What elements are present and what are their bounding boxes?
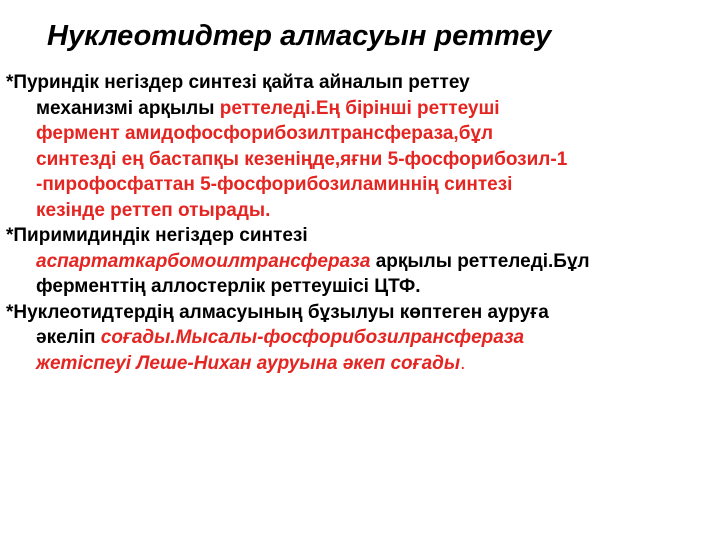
text-line (6, 172, 718, 198)
text-segment: реттеледі.Ең бірінші реттеуші (219, 97, 500, 119)
text-line (6, 351, 718, 377)
text-line (6, 96, 718, 122)
text-line (6, 147, 718, 173)
text-segment: . (460, 352, 466, 374)
text-segment: ферменттің аллостерлік реттеушісі ЦТФ. (36, 276, 421, 297)
text-segment: *Пиримидиндік негіздер синтезі (6, 225, 308, 246)
bullet-paragraph (6, 70, 718, 223)
text-line (6, 70, 718, 96)
text-line (6, 198, 718, 224)
text-line (6, 223, 718, 249)
text-segment: жетіспеуі Леше-Нихан ауруына әкеп соғады (36, 352, 461, 374)
text-segment: *Нуклеотидтердің алмасуының бұзылуы көптеген ауруға (6, 301, 549, 323)
text-segment: синтезді ең бастапқы кезеніңде,яғни 5-фосфорибозил-1 (36, 148, 568, 170)
slide-body (6, 70, 718, 376)
text-segment: механизмі арқылы (36, 97, 220, 119)
slide-title: Нуклеотидтер алмасуын реттеу (47, 20, 552, 52)
text-line (6, 300, 718, 326)
text-segment: соғады.Мысалы-фосфорибозилрансфераза (100, 327, 525, 348)
text-line (6, 325, 718, 351)
text-line (6, 249, 718, 275)
bullet-paragraph (6, 223, 718, 300)
text-segment: кезінде реттеп отырады. (36, 199, 271, 221)
text-segment: фермент амидофосфорибозилтрансфераза,бұл (36, 123, 494, 144)
text-segment: әкеліп (36, 327, 101, 348)
bullet-paragraph (6, 300, 718, 377)
text-line (6, 121, 718, 147)
text-line (6, 274, 718, 300)
text-segment: аспартаткарбомоилтрансфераза (36, 250, 376, 272)
text-segment: арқылы реттеледі.Бұл (375, 250, 590, 272)
text-segment: *Пуриндік негіздер синтезі қайта айналып реттеу (6, 72, 470, 93)
text-segment: -пирофосфаттан 5-фосфорибозиламиннің синтезі (36, 174, 513, 195)
